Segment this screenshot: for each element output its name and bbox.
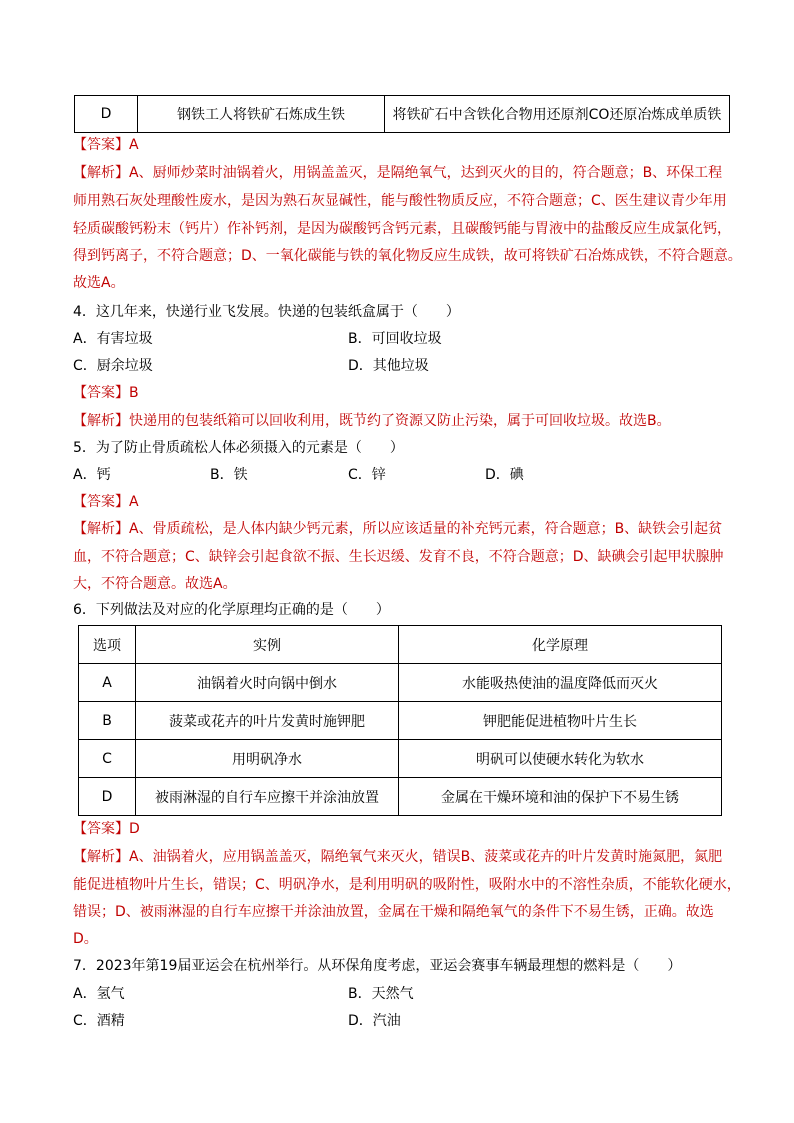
option-c: C．厨余垃圾 — [73, 358, 153, 374]
table-cell: 金属在干燥环境和油的保护下不易生锈 — [399, 778, 722, 816]
answer-value: A — [129, 137, 139, 153]
option-a: A．氢气 — [73, 986, 125, 1002]
q3-answer — [73, 134, 139, 154]
analysis-text: A、油锅着火，应用锅盖盖灭，隔绝氧气来灭火，错误B、菠菜或花卉的叶片发黄时施氮肥，氮肥 — [129, 849, 723, 865]
table-cell: 水能吸热使油的温度降低而灭火 — [399, 664, 722, 702]
table-cell: D — [75, 96, 138, 133]
table-cell: B — [79, 702, 136, 740]
q6-analysis-line: 错误；D、被雨淋湿的自行车应擦干并涂油放置，金属在干燥和隔绝氧气的条件下不易生锈，正确。故选 — [73, 904, 714, 920]
q6-analysis-line — [73, 846, 722, 866]
analysis-label: 【解析】 — [73, 413, 129, 429]
table-cell: C — [79, 740, 136, 778]
analysis-text: 快递用的包装纸箱可以回收利用，既节约了资源又防止污染，属于可回收垃圾。故选B。 — [129, 413, 671, 429]
table-header: 化学原理 — [399, 626, 722, 664]
table-row — [79, 740, 722, 778]
answer-value: D — [129, 821, 140, 837]
question-stem: 7．2023年第19届亚运会在杭州举行。从环保角度考虑，亚运会赛事车辆最理想的燃料是（ ） — [73, 958, 682, 974]
q6-analysis-line: 能促进植物叶片生长，错误；C、明矾净水，是利用明矾的吸附性，吸附水中的不溶性杂质，不能软化硬水， — [73, 877, 741, 893]
analysis-label: 【解析】 — [73, 849, 129, 865]
q5-analysis-line: 大，不符合题意。故选A。 — [73, 576, 237, 592]
answer-label: 【答案】 — [73, 385, 129, 401]
table-cell: D — [79, 778, 136, 816]
option-b: B．天然气 — [348, 986, 414, 1002]
question-stem: 6．下列做法及对应的化学原理均正确的是（ ） — [73, 602, 390, 618]
option-d: D．汽油 — [348, 1013, 401, 1029]
question-stem: 5．为了防止骨质疏松人体必须摄入的元素是（ ） — [73, 440, 404, 456]
q4-answer — [73, 382, 139, 402]
table-row — [79, 778, 722, 816]
q6-table — [78, 625, 722, 816]
q3-analysis-line: 轻质碳酸钙粉末（钙片）作补钙剂，是因为碳酸钙含钙元素，且碳酸钙能与胃液中的盐酸反应生成氯化钙， — [73, 221, 731, 237]
table-row — [75, 96, 730, 133]
table-header: 实例 — [136, 626, 399, 664]
table-row — [79, 702, 722, 740]
question-stem: 4．这几年来，快递行业飞发展。快递的包装纸盒属于（ ） — [73, 304, 460, 320]
table-row — [79, 664, 722, 702]
option-a: A．有害垃圾 — [73, 331, 153, 347]
analysis-text: A、骨质疏松，是人体内缺少钙元素，所以应该适量的补充钙元素，符合题意；B、缺铁会引起贫 — [129, 521, 723, 537]
table-cell: 用明矾净水 — [136, 740, 399, 778]
table-cell: 钢铁工人将铁矿石炼成生铁 — [138, 96, 385, 133]
table-cell: A — [79, 664, 136, 702]
answer-value: B — [129, 385, 139, 401]
option-d: D．其他垃圾 — [348, 358, 429, 374]
answer-value: A — [129, 494, 139, 510]
table-cell: 被雨淋湿的自行车应擦干并涂油放置 — [136, 778, 399, 816]
option-b: B．铁 — [210, 467, 248, 483]
answer-label: 【答案】 — [73, 137, 129, 153]
option-d: D．碘 — [485, 467, 524, 483]
q5-analysis-line: 血，不符合题意；C、缺锌会引起食欲不振、生长迟缓、发育不良，不符合题意；D、缺碘会引起甲状腺肿 — [73, 549, 724, 565]
analysis-label: 【解析】 — [73, 165, 129, 181]
option-b: B．可回收垃圾 — [348, 331, 442, 347]
top-table — [74, 95, 730, 133]
option-a: A．钙 — [73, 467, 111, 483]
table-header: 选项 — [79, 626, 136, 664]
q3-analysis-line: 得到钙离子，不符合题意；D、一氧化碳能与铁的氧化物反应生成铁，故可将铁矿石冶炼成铁，不符合题意。 — [73, 248, 742, 264]
q6-answer — [73, 818, 140, 838]
q6-analysis-line: D。 — [73, 931, 98, 947]
analysis-text: A、厨师炒菜时油锅着火，用锅盖盖灭，是隔绝氧气，达到灭火的目的，符合题意；B、环保工程 — [129, 165, 723, 181]
option-c: C．锌 — [348, 467, 386, 483]
table-header-row — [79, 626, 722, 664]
q5-answer — [73, 491, 139, 511]
answer-label: 【答案】 — [73, 821, 129, 837]
answer-label: 【答案】 — [73, 494, 129, 510]
q5-analysis-line — [73, 518, 722, 538]
q3-analysis-line: 师用熟石灰处理酸性废水，是因为熟石灰显碱性，能与酸性物质反应，不符合题意；C、医生建议青少年用 — [73, 193, 727, 209]
table-cell: 将铁矿石中含铁化合物用还原剂CO还原冶炼成单质铁 — [385, 96, 730, 133]
table-cell: 钾肥能促进植物叶片生长 — [399, 702, 722, 740]
table-cell: 油锅着火时向锅中倒水 — [136, 664, 399, 702]
q3-analysis-line — [73, 162, 722, 182]
q4-analysis — [73, 410, 671, 430]
q3-analysis-line: 故选A。 — [73, 275, 125, 291]
table-cell: 菠菜或花卉的叶片发黄时施钾肥 — [136, 702, 399, 740]
analysis-label: 【解析】 — [73, 521, 129, 537]
option-c: C．酒精 — [73, 1013, 125, 1029]
table-cell: 明矾可以使硬水转化为软水 — [399, 740, 722, 778]
